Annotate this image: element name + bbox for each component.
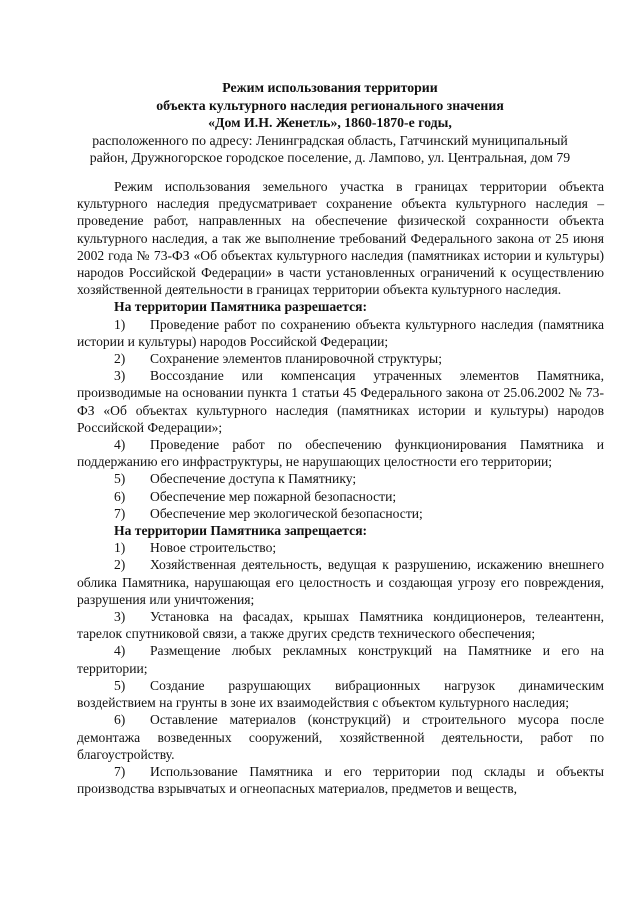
- document-body: [77, 178, 604, 797]
- item-number: 5): [114, 471, 126, 487]
- intro-paragraph: Режим использования земельного участка в границах территории объекта культурного наследия предусматривает сохранение объекта культурного наследия – проведение работ, направленных на обеспечение физической сохранности объекта культурного наследия, а так же выполнение требований Федерального закона от 25 июня 2002 года № 73-ФЗ «Об объектах культурного наследия (памятниках истории и культуры) народов Российской Федерации» в части установленных ограничений к осуществлению хозяйственной деятельности в границах территории объекта культурного наследия.: [77, 179, 604, 298]
- item-number: 4): [114, 643, 126, 659]
- forbidden-list: [77, 539, 604, 797]
- item-text: Сохранение элементов планировочной структуры;: [150, 351, 442, 367]
- list-item: [77, 350, 604, 367]
- list-item: [77, 608, 604, 642]
- list-item: [77, 367, 604, 436]
- item-number: 2): [114, 557, 126, 573]
- item-text: Обеспечение мер пожарной безопасности;: [150, 488, 397, 504]
- title-line-2: объекта культурного наследия регионального значения: [156, 97, 504, 113]
- item-text: Проведение работ по сохранению объекта культурного наследия (памятника истории и культуры) народов Российской Федерации;: [77, 316, 604, 349]
- item-text: Новое строительство;: [150, 540, 277, 556]
- item-number: 2): [114, 351, 126, 367]
- item-text: Хозяйственная деятельность, ведущая к разрушению, искажению внешнего облика Памятника, нарушающая его целостность и создающая угрозу его повреждения, разрушения или уничтожения;: [77, 557, 604, 607]
- document-title: [60, 79, 600, 167]
- item-number: 7): [114, 505, 126, 521]
- item-number: 1): [114, 316, 126, 332]
- item-number: 5): [114, 677, 126, 693]
- address-line-1: расположенного по адресу: Ленинградская область, Гатчинский муниципальный: [92, 132, 568, 148]
- list-item: [77, 488, 604, 505]
- list-item: [77, 539, 604, 556]
- item-text: Использование Памятника и его территории под склады и объекты производства взрывчатых и огнеопасных материалов, предметов и веществ,: [77, 763, 604, 797]
- item-text: Размещение любых рекламных конструкций на Памятнике и его на территории;: [77, 643, 604, 676]
- forbidden-heading: На территории Памятника запрещается:: [114, 523, 368, 539]
- list-item: [77, 763, 604, 797]
- list-item: [77, 316, 604, 350]
- item-number: 3): [114, 368, 126, 384]
- list-item: [77, 470, 604, 487]
- item-text: Обеспечение доступа к Памятнику;: [150, 471, 357, 487]
- list-item: [77, 711, 604, 763]
- list-item: [77, 556, 604, 608]
- item-text: Обеспечение мер экологической безопасности;: [150, 505, 423, 521]
- item-text: Воссоздание или компенсация утраченных элементов Памятника, производимые на основании пункта 1 статьи 45 Федерального закона от 25.06.2002 № 73-ФЗ «Об объектах культурного наследия (памятниках истории и культуры) народов Российской Федерации»;: [77, 368, 604, 435]
- item-text: Проведение работ по обеспечению функционирования Памятника и поддержанию его инфраструктуры, не нарушающих целостности его территории;: [77, 437, 604, 470]
- address-line-2: район, Дружногорское городское поселение, д. Лампово, ул. Центральная, дом 79: [89, 150, 571, 165]
- title-line-3: «Дом И.Н. Женетль», 1860-1870-е годы,: [208, 115, 452, 130]
- item-text: Оставление материалов (конструкций) и строительного мусора после демонтажа возведенных сооружений, хозяйственной деятельности, работ по благоустройству.: [77, 712, 604, 762]
- item-text: Создание разрушающих вибрационных нагрузок динамическим воздействием на грунты в зоне их взаимодействия с объектом культурного наследия;: [77, 677, 604, 711]
- list-item: [77, 505, 604, 522]
- title-line-1: Режим использования территории: [222, 80, 438, 95]
- item-number: 3): [114, 609, 126, 625]
- item-number: 6): [114, 488, 126, 504]
- item-number: 7): [114, 763, 126, 779]
- list-item: [77, 677, 604, 711]
- item-text: Установка на фасадах, крышах Памятника кондиционеров, телеантенн, тарелок спутниковой связи, а также других средств технического обеспечения;: [77, 609, 604, 642]
- item-number: 4): [114, 437, 126, 453]
- item-number: 1): [114, 540, 126, 556]
- item-number: 6): [114, 712, 126, 728]
- list-item: [77, 642, 604, 676]
- list-item: [77, 436, 604, 470]
- allowed-heading: На территории Памятника разрешается:: [114, 299, 367, 315]
- allowed-list: [77, 316, 604, 522]
